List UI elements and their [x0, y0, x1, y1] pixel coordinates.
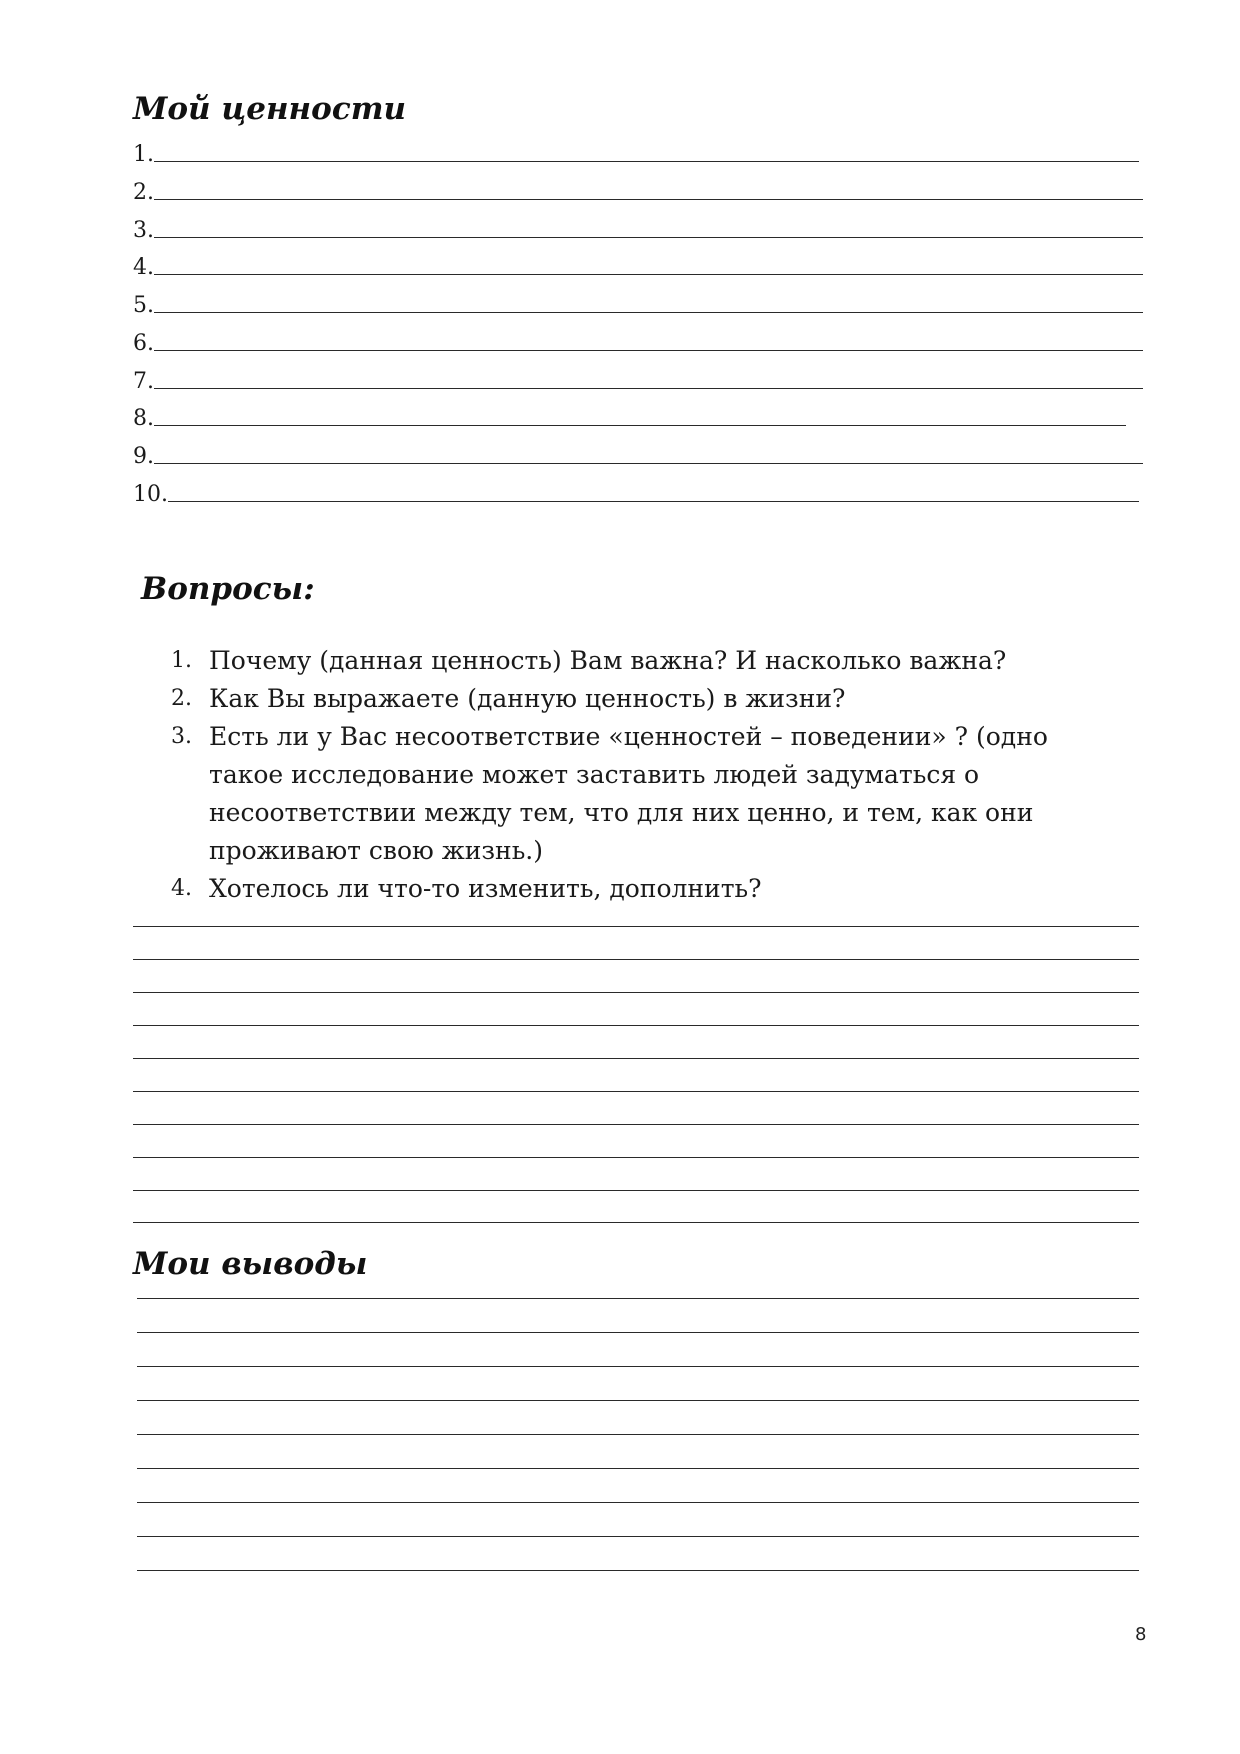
- question-item: [171, 718, 1101, 870]
- value-entry-rule: [154, 388, 1143, 389]
- value-entry-line[interactable]: [133, 363, 1143, 393]
- conclusion-line[interactable]: [137, 1570, 1139, 1571]
- value-entry-rule: [154, 463, 1143, 464]
- question-item: [171, 680, 1101, 718]
- question-text: Хотелось ли что-то изменить, дополнить?: [209, 874, 762, 903]
- value-entry-rule: [154, 237, 1143, 238]
- value-entry-number: 5.: [133, 293, 154, 318]
- value-entry-number: 3.: [133, 218, 154, 243]
- conclusion-line[interactable]: [137, 1332, 1139, 1333]
- value-entry-rule: [154, 350, 1143, 351]
- value-entry-line[interactable]: [133, 249, 1143, 279]
- question-text: Почему (данная ценность) Вам важна? И насколько важна?: [209, 646, 1007, 675]
- answer-line[interactable]: [133, 1124, 1139, 1125]
- value-entry-rule: [154, 161, 1139, 162]
- value-entry-rule: [168, 501, 1139, 502]
- questions-heading: Вопросы:: [141, 571, 315, 607]
- question-text: Как Вы выражаете (данную ценность) в жизни?: [209, 684, 846, 713]
- conclusion-line[interactable]: [137, 1468, 1139, 1469]
- value-entry-number: 7.: [133, 369, 154, 394]
- value-entry-line[interactable]: [133, 325, 1143, 355]
- value-entry-line[interactable]: [133, 438, 1143, 468]
- conclusion-line[interactable]: [137, 1366, 1139, 1367]
- value-entry-number: 6.: [133, 331, 154, 356]
- question-item: [171, 870, 1101, 908]
- conclusion-line[interactable]: [137, 1502, 1139, 1503]
- values-heading: Мой ценности: [133, 91, 407, 127]
- answer-line[interactable]: [133, 992, 1139, 993]
- answer-line[interactable]: [133, 1157, 1139, 1158]
- conclusions-heading: Мои выводы: [133, 1246, 368, 1282]
- value-entry-line[interactable]: [133, 287, 1143, 317]
- value-entry-line[interactable]: [133, 400, 1126, 430]
- answer-line[interactable]: [133, 1222, 1139, 1223]
- answer-line[interactable]: [133, 1058, 1139, 1059]
- value-entry-line[interactable]: [133, 476, 1139, 506]
- value-entry-rule: [154, 274, 1143, 275]
- question-number: 4.: [171, 876, 192, 901]
- value-entry-line[interactable]: [133, 212, 1143, 242]
- question-number: 2.: [171, 686, 192, 711]
- answer-line[interactable]: [133, 1190, 1139, 1191]
- conclusion-line[interactable]: [137, 1298, 1139, 1299]
- value-entry-number: 4.: [133, 255, 154, 280]
- question-text: Есть ли у Вас несоответствие «ценностей – поведении» ? (одно такое исследование может заставить людей задуматься о несоответствии между тем, что для них ценно, и тем, как они проживают свою жизнь.): [209, 722, 1048, 865]
- answer-line[interactable]: [133, 926, 1139, 927]
- value-entry-number: 8.: [133, 406, 154, 431]
- question-number: 3.: [171, 724, 192, 749]
- value-entry-number: 10.: [133, 482, 168, 507]
- value-entry-number: 2.: [133, 180, 154, 205]
- conclusion-line[interactable]: [137, 1434, 1139, 1435]
- value-entry-rule: [154, 312, 1143, 313]
- value-entry-rule: [154, 199, 1143, 200]
- answer-line[interactable]: [133, 1025, 1139, 1026]
- questions-list: [171, 642, 1101, 908]
- question-number: 1.: [171, 648, 192, 673]
- page-number: 8: [1135, 1624, 1147, 1645]
- value-entry-rule: [154, 425, 1126, 426]
- question-item: [171, 642, 1101, 680]
- conclusion-line[interactable]: [137, 1536, 1139, 1537]
- value-entry-line[interactable]: [133, 136, 1139, 166]
- answer-line[interactable]: [133, 959, 1139, 960]
- value-entry-number: 1.: [133, 142, 154, 167]
- value-entry-line[interactable]: [133, 174, 1143, 204]
- conclusion-line[interactable]: [137, 1400, 1139, 1401]
- answer-line[interactable]: [133, 1091, 1139, 1092]
- value-entry-number: 9.: [133, 444, 154, 469]
